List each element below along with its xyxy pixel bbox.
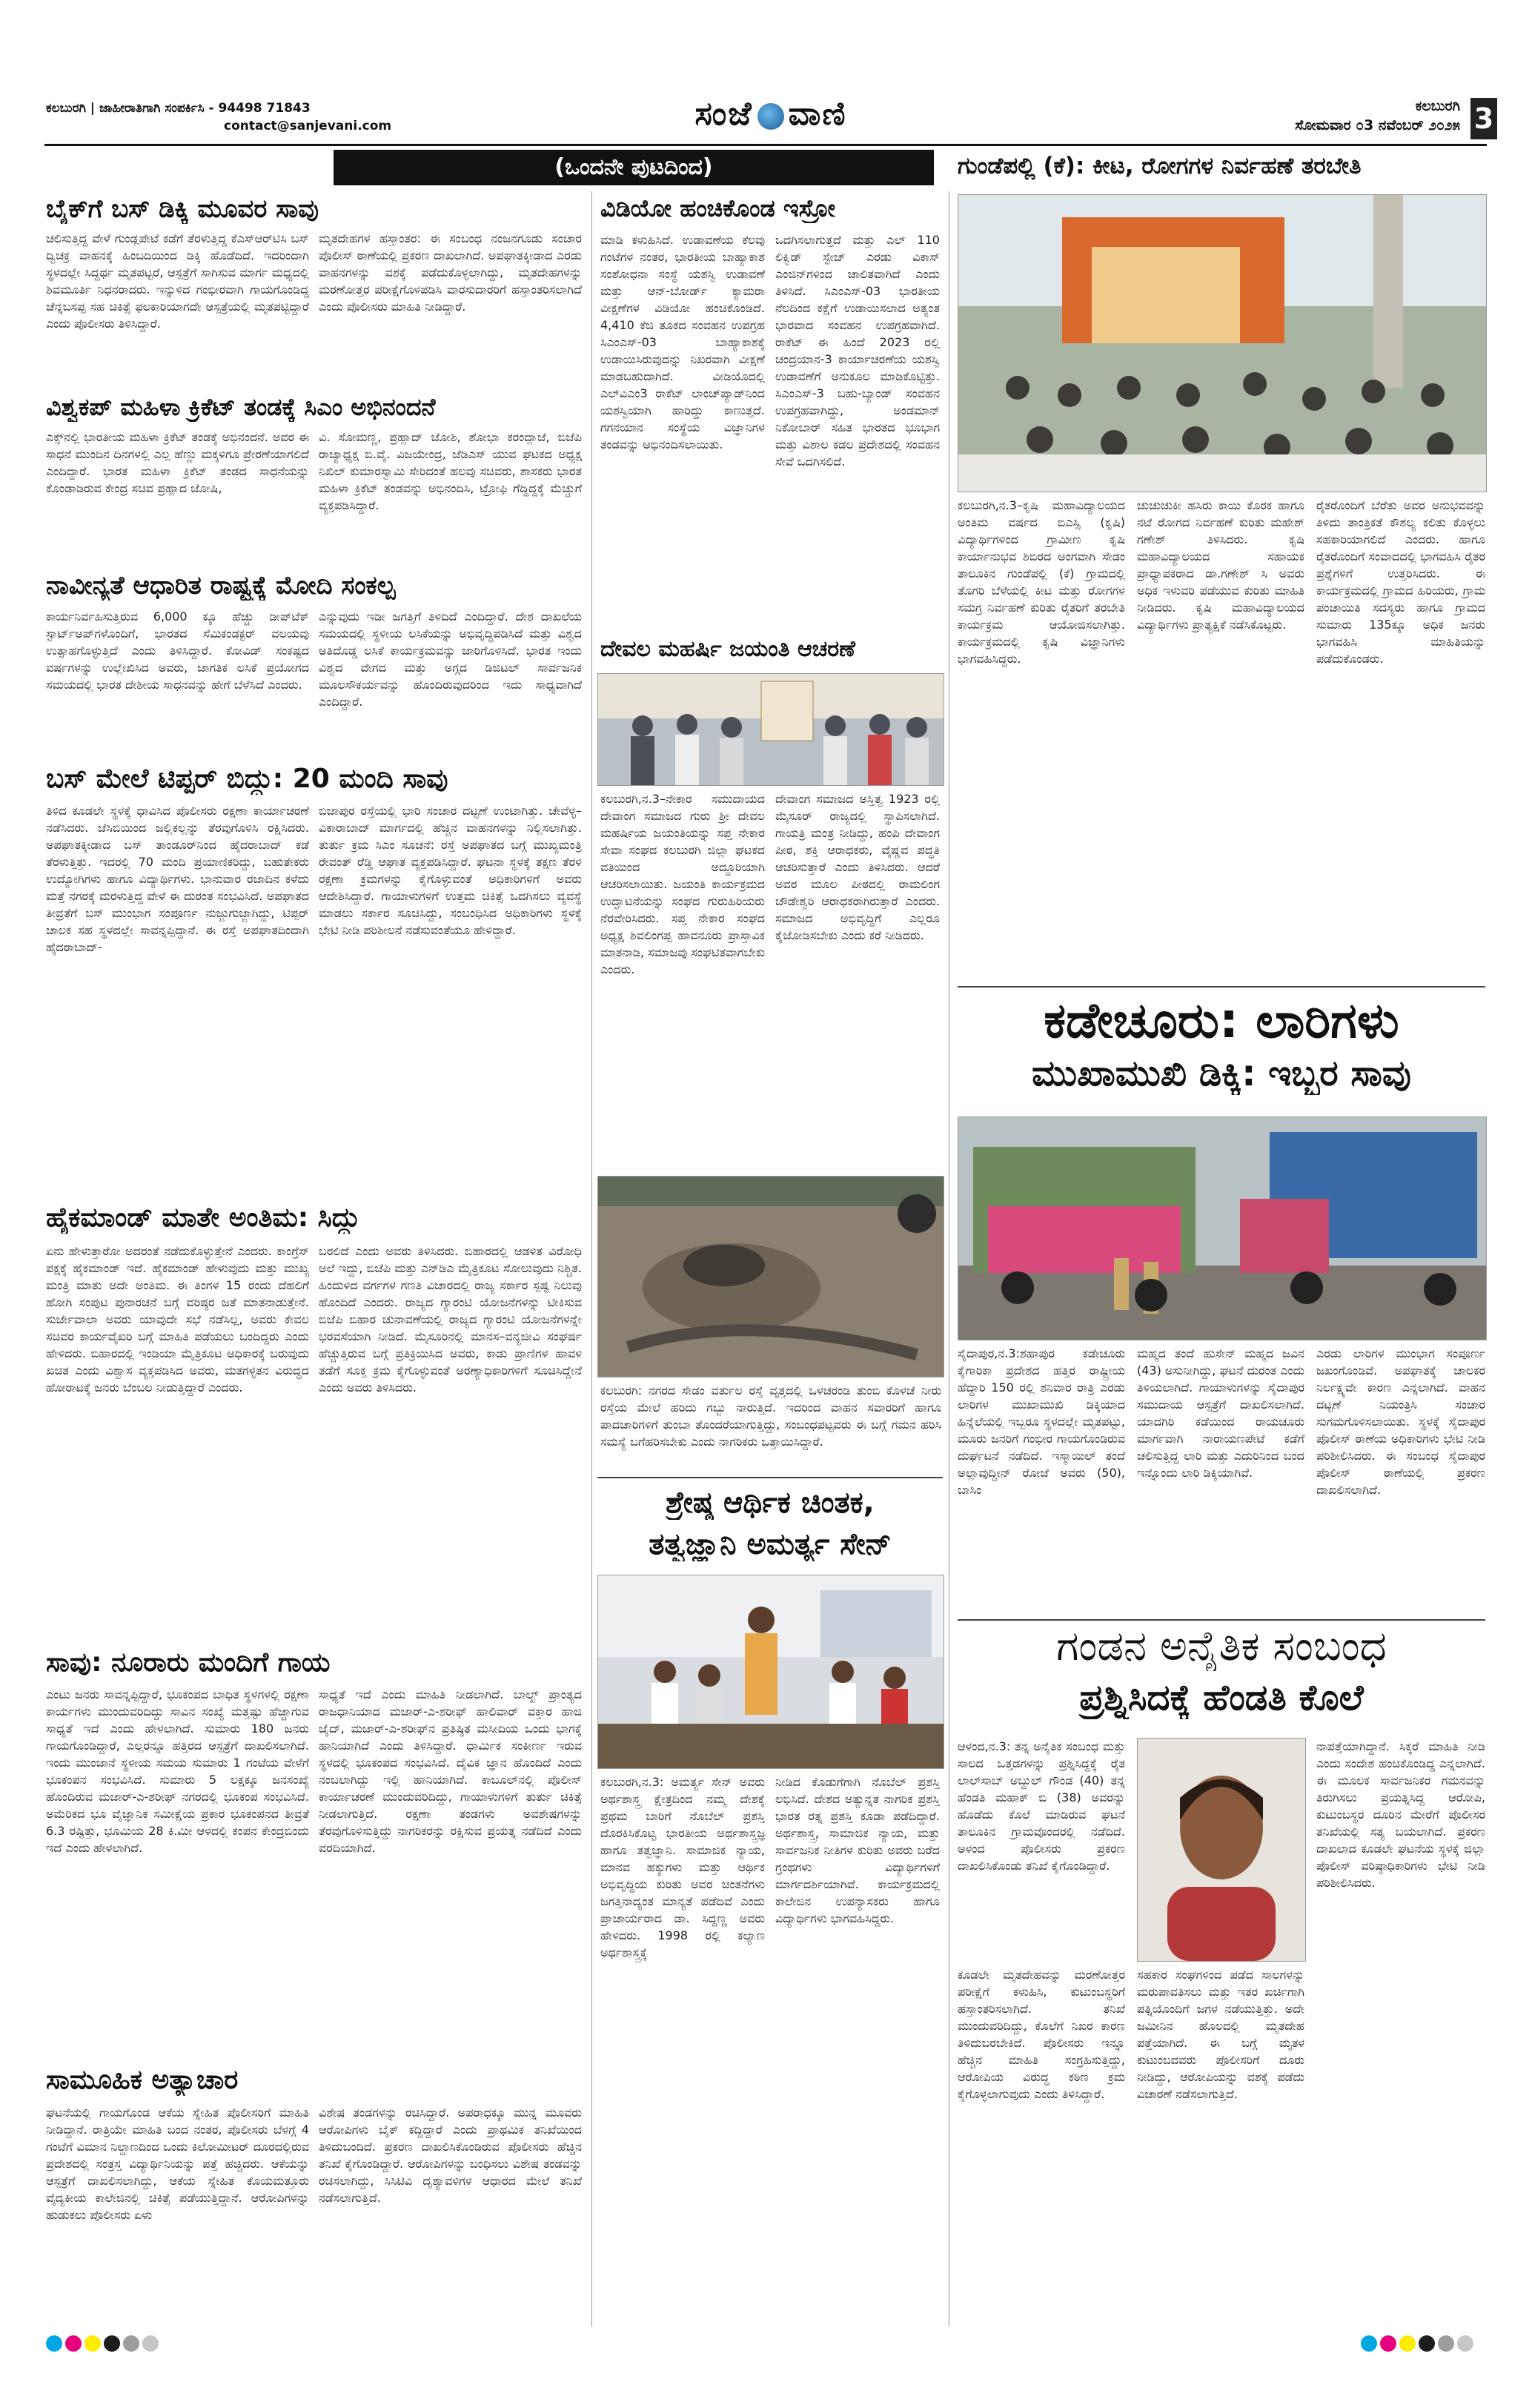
headline-gundepalli: ಗುಂಡೆಪಲ್ಲಿ (ಕೆ): ಕೀಟ, ರೋಗಗಳ ನಿರ್ವಹಣೆ ತರಬೇತಿ (958, 153, 1362, 179)
headline-worldcup: ವಿಶ್ವಕಪ್ ಮಹಿಳಾ ಕ್ರಿಕೆಟ್ ತಂಡಕ್ಕೆ ಸಿಎಂ ಅಭಿನಂದನೆ (46, 393, 436, 421)
amartya-photo (597, 1575, 944, 1769)
headline-bike: ಬೈಕ್‌ಗೆ ಬಸ್ ಡಿಕ್ಕಿ ಮೂವರ ಸಾವು (46, 194, 319, 224)
story-bus-col1: ತಿಳಿದ ಕೂಡಲೇ ಸ್ಥಳಕ್ಕೆ ಧಾವಿಸಿದ ಪೊಲೀಸರು ರಕ್ಷಣಾ ಕಾರ್ಯಾಚರಣೆ ನಡೆಸಿದರು. ಜೆಸಿಬಿಯಿಂದ ಜಲ್ಲಿಕಲ್ಲನ್ನು ತೆರವುಗೊಳಿಸಿ ರಕ್ಷಿಸಿದರು. ಅಪಘಾತಕ್ಕೀಡಾದ ಬಸ್ ತಾಂಡೂರ್‌ನಿಂದ ಹೈದರಾಬಾದ್ ಕಡೆ ತೆರಳುತ್ತಿತ್ತು. ಇದರಲ್ಲಿ 70 ಮಂದಿ ಪ್ರಯಾಣಿಕರಿದ್ದು, ಬಹುತೇಕರು ಉದ್ಯೋಗಿಗಳು ಹಾಗೂ ವಿದ್ಯಾರ್ಥಿಗಳು. ಭಾನುವಾರ ರಜಾದಿನ ಕಳೆದು ಮತ್ತೆ ನಗರಕ್ಕೆ ಮರಳುತ್ತಿದ್ದ ವೇಳೆ ಈ ದುರಂತ ಸಂಭವಿಸಿದೆ. ಅಪಘಾತದ ತೀವ್ರತೆಗೆ ಬಸ್ ಮುಂಭಾಗ ಸಂಪೂರ್ಣ ನುಜ್ಜುಗುಜ್ಜಾಗಿದ್ದು, ಟಿಪ್ಪರ್ ಚಾಲಕ ಸಹ ಸ್ಥಳದಲ್ಲೇ ಸಾವನ್ನಪ್ಪಿದ್ದಾನೆ. ಈ ರಸ್ತೆ ಅಪಘಾತದಿಂದಾಗಿ ಹೈದರಾಬಾದ್- (46, 804, 309, 954)
headline-amartya-1: ಶ್ರೇಷ್ಠ ಆರ್ಥಿಕ ಚಿಂತಕ, (666, 1486, 875, 1520)
headline-kadechur-2: ಮುಖಾಮುಖಿ ಡಿಕ್ಕಿ: ಇಬ್ಬರ ಸಾವು (1032, 1053, 1411, 1094)
story-gundepalli-col2: ಚುಚುಚುಕೀ ಹಸಿರು ಕಾಯಿ ಕೊರಕ ಹಾಗೂ ನಟೆ ರೋಗದ ನಿರ್ವಹಣೆ ಕುರಿತು ಮಹೇಶ್ ಗಣೇಶ್ ತಿಳಿಸಿದರು. ಕೃಷಿ ಮಹಾವಿದ್ಯಾಲಯದ ಸಹಾಯಕ ಪ್ರಾಧ್ಯಾಪಕರಾದ ಡಾ.ಗಣೇಶ್ ಸಿ ಅವರು ಅಧಿಕ ಇಳುವರಿ ಪಡೆಯುವ ಕುರಿತು ಮಾಹಿತಿ ನೀಡಿದರು. ಕೃಷಿ ಮಹಾವಿದ್ಯಾಲಯದ ವಿದ್ಯಾರ್ಥಿಗಳು ಪ್ರಾತ್ಯಕ್ಷಿಕೆ ನಡೆಸಿಕೊಟ್ಟರು. (1137, 498, 1304, 632)
magenta-swatch-right (1380, 2335, 1396, 2352)
lightgray-swatch-right (1457, 2335, 1473, 2352)
wife-photo (1137, 1738, 1306, 1962)
column-rule-1 (591, 191, 592, 2326)
color-registration-right (1361, 2335, 1494, 2355)
headline-maharshi: ದೇವಲ ಮಹರ್ಷಿ ಜಯಂತಿ ಆಚರಣೆ (600, 636, 855, 662)
event-photo-icon (598, 1575, 944, 1768)
gray-swatch-right (1438, 2335, 1454, 2352)
yellow-swatch (84, 2335, 101, 2352)
header-tagline: ಜಾಹೀರಾತಿಗಾಗಿ ಸಂಪರ್ಕಿಸಿ - 94498 71843 (99, 101, 311, 116)
story-high-col1: ಏನು ಹೇಳುತ್ತಾರೋ ಅದರಂತೆ ನಡೆದುಕೊಳ್ಳುತ್ತೇನೆ ಎಂದರು. ಕಾಂಗ್ರೆಸ್ ಪಕ್ಷಕ್ಕೆ ಹೈಕಮಾಂಡ್ ಇದೆ. ಹೈಕಮಾಂಡ್ ಹೇಳುವುದು ಮತ್ತು ಮುಖ್ಯ ಮಂತ್ರಿ ಮಾತು ಅದೇ ಅಂತಿಮ. ಈ ತಿಂಗಳ 15 ರಂದು ದೆಹಲಿಗೆ ಹೋಗಿ ಸಂಪುಟ ಪುನಾರಚನೆ ಬಗ್ಗೆ ವರಿಷ್ಠರ ಜತೆ ಮಾತನಾಡುತ್ತೇನೆ. ಸುರ್ಜೇವಾಲಾ ಅವರು ಯಾವುದೇ ಸಭೆ ನಡೆಸಿಲ್ಲ, ಅವರು ಕೇವಲ ಸಚಿವರ ಕಾರ್ಯವೈಖರಿ ಬಗ್ಗೆ ಮಾಹಿತಿ ಪಡೆಯಲು ಬಂದಿದ್ದರು ಎಂದು ಹೇಳಿದರು. ಬಿಹಾರದಲ್ಲಿ ಇಂಡಿಯಾ ಮೈತ್ರಿಕೂಟ ಅಧಿಕಾರಕ್ಕೆ ಬರುವುದು ಖಚಿತ ಎಂದು ವಿಶ್ವಾಸ ವ್ಯಕ್ತಪಡಿಸಿದ ಅವರು, ಮತಗಳ್ಳತನ ವಿರುದ್ಧದ ಹೋರಾಟಕ್ಕೆ ಜನರು ಬೆಂಬಲ ನೀಡುತ್ತಿದ್ದಾರೆ ಎಂದರು. (46, 1244, 309, 1395)
header-place-left: ಕಲಬುರಗಿ (46, 101, 86, 116)
masthead-logo (660, 95, 882, 139)
color-registration-left (46, 2335, 194, 2355)
headline-bus: ಬಸ್ ಮೇಲೆ ಟಿಪ್ಪರ್ ಬಿದ್ದು: 20 ಮಂದಿ ಸಾವು (46, 764, 448, 794)
story-deaths-col1: ಎಂಟು ಜನರು ಸಾವನ್ನಪ್ಪಿದ್ದಾರೆ, ಭೂಕಂಪದ ಬಾಧಿತ ಸ್ಥಳಗಳಲ್ಲಿ ರಕ್ಷಣಾ ಕಾರ್ಯಗಳು ಮುಂದುವರಿದಿದ್ದು ಸಾವಿನ ಸಂಖ್ಯೆ ಮತ್ತಷ್ಟು ಹೆಚ್ಚಾಗುವ ಸಾಧ್ಯತೆ ಇದೆ ಎಂದು ಹೇಳಲಾಗಿದೆ. ಸುಮಾರು 180 ಜನರು ಗಾಯಗೊಂಡಿದ್ದಾರೆ, ಎಲ್ಲರನ್ನೂ ಹತ್ತಿರದ ಆಸ್ಪತ್ರೆಗೆ ದಾಖಲಿಸಲಾಗಿದೆ. ಇಂದು ಮುಂಜಾನೆ ಸ್ಥಳೀಯ ಸಮಯ ಸುಮಾರು 1 ಗಂಟೆಯ ವೇಳೆಗೆ ಭೂಕಂಪನ ಸಂಭವಿಸಿದೆ. ಸುಮಾರು 5 ಲಕ್ಷಕ್ಕೂ ಜನಸಂಖ್ಯೆ ಹೊಂದಿರುವ ಮಜಾರ್-ಎ-ಶರೀಫ್ ನಗರದಲ್ಲಿ ಭೂಕಂಪ ಸಂಭವಿಸಿದೆ. ಅಮೆರಿಕದ ಭೂ ವೈಜ್ಞಾನಿಕ ಸಮೀಕ್ಷೆಯ ಪ್ರಕಾರ ಭೂಕಂಪನದ ತೀವ್ರತೆ 6.3 ರಷ್ಟಿತ್ತು, ಭೂಮಿಯ 28 ಕಿ.ಮೀ ಆಳದಲ್ಲಿ ಕಂಪನ ಕೇಂದ್ರಬಿಂದು ಇದೆ ಎಂದು ಹೇಳಲಾಗಿದೆ. (46, 1687, 309, 1855)
headline-isro: ವಿಡಿಯೋ ಹಂಚಿಕೊಂಡ ಇಸ್ರೋ (600, 194, 836, 222)
story-wife-col2: ನಾಪತ್ತೆಯಾಗಿದ್ದಾನೆ. ಸಿಕ್ಕರೆ ಮಾಹಿತಿ ನೀಡಿ ಎಂದು ಸಂದೇಶ ಹಂಚಿಕೊಂಡಿದ್ದ ಎನ್ನಲಾಗಿದೆ. ಈ ಮೂಲಕ ಸಾರ್ವಜನಿಕರ ಗಮನವನ್ನು ತಿರುಗಿಸಲು ಪ್ರಯತ್ನಿಸಿದ್ದ ಆರೋಪಿ, ಕುಟುಂಬಸ್ಥರ ದೂರಿನ ಮೇರೆಗೆ ಪೊಲೀಸರ ತನಿಖೆಯಲ್ಲಿ ಸತ್ಯ ಬಯಲಾಗಿದೆ. ಪ್ರಕರಣ ದಾಖಲಾದ ಕೂಡಲೇ ಘಟನೆಯ ಸ್ಥಳಕ್ಕೆ ಜಿಲ್ಲಾ ಪೊಲೀಸ್ ವರಿಷ್ಠಾಧಿಕಾರಿಗಳು ಭೇಟಿ ನೀಡಿ ಪರಿಶೀಲಿಸಿದರು. (1316, 1739, 1485, 1890)
black-swatch-right (1419, 2335, 1435, 2352)
masthead-title-a: ಸಂಜೆ (694, 95, 753, 133)
kadechur-photo (958, 1117, 1487, 1340)
story-kadechur-col2: ಮಹ್ಮದ ತಂದೆ ಹುಸೇನ್ ಮಹ್ಮದ ಜವಿನ (43) ಅಸುನೀಗಿದ್ದು, ಘಟನೆ ದುರಂತ ಎಂದು ತಿಳಿಯಲಾಗಿದೆ. ಗಾಯಾಳುಗಳನ್ನು ಸೈದಾಪುರ ಸಮುದಾಯ ಆಸ್ಪತ್ರೆಗೆ ದಾಖಲಿಸಲಾಗಿದೆ. ಯಾದಗಿರಿ ಕಡೆಯಿಂದ ರಾಯಚೂರು ಮಾರ್ಗವಾಗಿ ನಾರಾಯಣಪೇಟೆ ಕಡೆಗೆ ಚಲಿಸುತ್ತಿದ್ದ ಲಾರಿ ಮತ್ತು ಎದುರಿನಿಂದ ಬಂದ ಇನ್ನೊಂದು ಲಾರಿ ಡಿಕ್ಕಿಯಾಗಿವೆ. (1137, 1346, 1304, 1480)
page-number: 3 (1470, 98, 1497, 139)
lightgray-swatch (142, 2335, 159, 2352)
maharshi-photo (597, 673, 944, 786)
story-modi-col1: ಕಾರ್ಯನಿರ್ವಹಿಸುತ್ತಿರುವ 6,000 ಕ್ಕೂ ಹೆಚ್ಚು ಡೀಪ್‌ಟೆಕ್ ಸ್ಟಾರ್ಟ್‌ಅಪ್‌ಗಳೊಂದಿಗೆ, ಭಾರತದ ಸೆಮಿಕಂಡಕ್ಟರ್ ವಲಯವು ಉತ್ಸಾಹಗೊಳ್ಳುತ್ತಿದೆ ಎಂದು ತಿಳಿಸಿದ್ದಾರೆ. ಕೋವಿಡ್ ಸಂಕಷ್ಟದ ವರ್ಷಗಳನ್ನು ಉಲ್ಲೇಖಿಸಿದ ಅವರು, ಜಾಗತಿಕ ಲಸಿಕೆ ಪ್ರಯೋಗದ ಸಮಯದಲ್ಲಿ ಭಾರತ ದೇಶೀಯ ಸಾಧನವನ್ನು ಹೇಗೆ ಬೆಳೆಸಿದೆ ಎಂದರು. (46, 609, 309, 692)
masthead-title-b: ವಾಣಿ (788, 95, 847, 133)
story-isro-col1: ಮಾಡಿ ಕಳುಹಿಸಿದೆ. ಉಡಾವಣೆಯ ಕೆಲವು ಗಂಟೆಗಳ ನಂತರ, ಭಾರತೀಯ ಬಾಹ್ಯಾಕಾಶ ಸಂಶೋಧನಾ ಸಂಸ್ಥೆ ಯಶಸ್ವಿ ಉಡಾವಣೆ ಮತ್ತು ಆನ್-ಬೋರ್ಡ್ ಕ್ಯಾಮರಾ ವೀಕ್ಷಣೆಗಳ ವಿಡಿಯೋ ಹಂಚಿಕೊಂಡಿದೆ. 4,410 ಕೆಜಿ ತೂಕದ ಸಂವಹನ ಉಪಗ್ರಹ ಸಿಎಂಎಸ್-03 ಬಾಹ್ಯಾಕಾಶಕ್ಕೆ ಉಡಾಯಿಸಿರುವುದನ್ನು ನಿಖರವಾಗಿ ವೀಕ್ಷಣೆ ಮಾಡಬಹುದಾಗಿದೆ. ವೀಡಿಯೊದಲ್ಲಿ ಎಲ್‌ವಿಎಂ3 ರಾಕೆಟ್ ಲಾಂಚ್‌ಪ್ಯಾಡ್‌ನಿಂದ ಯಶಸ್ವಿಯಾಗಿ ಹಾರಿದ್ದು ಕಾಣುತ್ತದೆ. ಗಗನಯಾನ ಸಂಸ್ಥೆಯ ವಿಜ್ಞಾನಿಗಳ ತಂಡವನ್ನು ಅಭಿನಂದಿಸಲಾಯಿತು. (600, 233, 765, 452)
story-bike-col2: ಮೃತದೇಹಗಳ ಹಸ್ತಾಂತರ: ಈ ಸಂಬಂಧ ನಂಜನಗೂಡು ಸಂಚಾರ ಪೊಲೀಸ್ ಠಾಣೆಯಲ್ಲಿ ಪ್ರಕರಣ ದಾಖಲಾಗಿದೆ. ಅಪಘಾತಕ್ಕೀಡಾದ ಎರಡು ವಾಹನಗಳನ್ನು ವಶಕ್ಕೆ ಪಡೆದುಕೊಳ್ಳಲಾಗಿದ್ದು, ಮೃತದೇಹಗಳನ್ನು ಮರಣೋತ್ತರ ಪರೀಕ್ಷೆಗೊಳಪಡಿಸಿ ವಾರಸುದಾರರಿಗೆ ಹಸ್ತಾಂತರಿಸಲಾಗಿದೆ ಎಂದು ಪೊಲೀಸರು ಮಾಹಿತಿ ನೀಡಿದ್ದಾರೆ. (319, 231, 582, 314)
story-gundepalli-col1: ಕಲಬುರಗಿ,ನ.3–ಕೃಷಿ ಮಹಾವಿದ್ಯಾಲಯದ ಅಂತಿಮ ವರ್ಷದ ಬಿಎಸ್ಸಿ (ಕೃಷಿ) ವಿದ್ಯಾರ್ಥಿಗಳಿಂದ ಗ್ರಾಮೀಣ ಕೃಷಿ ಕಾರ್ಯಾನುಭವ ಶಿಬಿರದ ಅಂಗವಾಗಿ ಸೇಡಂ ತಾಲೂಕಿನ ಗುಂಡೆಪಲ್ಲಿ (ಕೆ) ಗ್ರಾಮದಲ್ಲಿ ತೊಗರಿ ಬೆಳೆಯಲ್ಲಿ ಕೀಟ ಮತ್ತು ರೋಗಗಳ ಸಮಗ್ರ ನಿರ್ವಹಣೆ ಕುರಿತು ರೈತರಿಗೆ ತರಬೇತಿ ಕಾರ್ಯಕ್ರಮ ಆಯೋಜಿಸಲಾಗಿತ್ತು. ಕಾರ್ಯಕ್ರಮದಲ್ಲಿ ಕೃಷಿ ವಿಜ್ಞಾನಿಗಳು ಭಾಗವಹಿಸಿದ್ದರು. (958, 498, 1125, 666)
section-rule-kadechur (958, 986, 1485, 988)
story-kadechur-col1: ಸೈದಾಪುರ,ನ.3:ಶಹಾಪುರ ಕಡೇಚೂರು ಕೈಗಾರಿಕಾ ಪ್ರದೇಶದ ಹತ್ತಿರ ರಾಷ್ಟ್ರೀಯ ಹೆದ್ದಾರಿ 150 ರಲ್ಲಿ ಶನಿವಾರ ರಾತ್ರಿ ಎರಡು ಲಾರಿಗಳ ಮುಖಾಮುಖಿ ಡಿಕ್ಕಿಯಾದ ಹಿನ್ನೆಲೆಯಲ್ಲಿ ಇಬ್ಬರೂ ಸ್ಥಳದಲ್ಲೇ ಮೃತಪಟ್ಟು, ಮೂರು ಜನರಿಗೆ ಗಂಭೀರ ಗಾಯಗೊಂಡಿರುವ ದುರ್ಘಟನೆ ನಡೆದಿದೆ. ಇಸ್ಮಾಯಿಲ್ ತಂದೆ ಅಲ್ಲಾವುದ್ದೀನ್ ರೋಜೆ ಅವರು (50), ಬಾಸಿಂ (958, 1346, 1125, 1497)
story-wife-col1: ಆಳಂದ,ನ.3: ತನ್ನ ಅನೈತಿಕ ಸಂಬಂಧ ಮತ್ತು ಸಾಲದ ಒತ್ತಡಗಳನ್ನು ಪ್ರಶ್ನಿಸಿದ್ದಕ್ಕೆ ರೈತ ಲಾಲ್‌ಸಾಬ್ ಅಬ್ದುಲ್ ಗೌಂಡ (40) ತನ್ನ ಹೆಂಡತಿ ಮಹಾಕ್ ಬಿ (38) ಅವರನ್ನು ಹೊಡೆದು ಕೊಲೆ ಮಾಡಿರುವ ಘಟನೆ ತಾಲೂಕಿನ ಗ್ರಾಮವೊಂದರಲ್ಲಿ ನಡೆದಿದೆ. ಅಳಂದ ಪೊಲೀಸರು ಪ್ರಕರಣ ದಾಖಲಿಸಿಕೊಂಡು ತನಿಖೆ ಕೈಗೊಂಡಿದ್ದಾರೆ. (958, 1739, 1125, 1873)
headline-modi: ನಾವೀನ್ಯತೆ ಆಧಾರಿತ ರಾಷ್ಟ್ರಕ್ಕೆ ಮೋದಿ ಸಂಕಲ್ಪ (46, 571, 396, 601)
drain-photo (597, 1176, 944, 1377)
globe-icon (757, 103, 784, 130)
magenta-swatch (65, 2335, 82, 2352)
headline-wife-1: ಗಂಡನ ಅನೈತಿಕ ಸಂಬಂಧ (1056, 1622, 1387, 1670)
header-place-right: ಕಲಬುರಗಿ (1415, 98, 1460, 114)
gundepalli-photo (958, 194, 1487, 492)
header-left (46, 99, 391, 135)
header-divider: | (90, 101, 99, 116)
yellow-swatch-right (1399, 2335, 1416, 2352)
sewage-road-photo-icon (598, 1177, 944, 1377)
section-rule-wife (958, 1619, 1485, 1621)
story-amartya-col1: ಕಲಬುರಗಿ,ನ.3: ಅಮರ್ತ್ಯ ಸೇನ್ ಅವರು ಅರ್ಥಶಾಸ್ತ್ರ ಕ್ಷೇತ್ರದಿಂದ ನಮ್ಮ ದೇಶಕ್ಕೆ ಪ್ರಥಮ ಬಾರಿಗೆ ನೊಬೆಲ್ ಪ್ರಶಸ್ತಿ ದೊರಕಿಸಿಕೊಟ್ಟ ಭಾರತೀಯ ಅರ್ಥಶಾಸ್ತ್ರಜ್ಞ ಹಾಗೂ ತತ್ವಜ್ಞಾನಿ. ಸಾಮಾಜಿಕ ನ್ಯಾಯ, ಮಾನವ ಹಕ್ಕುಗಳು ಮತ್ತು ಆರ್ಥಿಕ ಅಭಿವೃದ್ಧಿಯ ಕುರಿತು ಅವರ ಚಿಂತನೆಗಳು ಜಗತ್ತಿನಾದ್ಯಂತ ಮಾನ್ಯತೆ ಪಡೆದಿವೆ ಎಂದು ಪ್ರಾಚಾರ್ಯರಾದ ಡಾ. ಸಿದ್ದಣ್ಣ ಅವರು ಹೇಳಿದರು. 1998 ರಲ್ಲಿ ಕಲ್ಯಾಣ ಅರ್ಥಶಾಸ್ತ್ರಕ್ಕೆ (600, 1775, 765, 1959)
story-kadechur-col3: ಎರಡು ಲಾರಿಗಳ ಮುಂಭಾಗ ಸಂಪೂರ್ಣ ಜಖಂಗೊಂಡಿವೆ. ಅಪಘಾತಕ್ಕೆ ಚಾಲಕರ ನಿರ್ಲಕ್ಷ್ಯವೇ ಕಾರಣ ಎನ್ನಲಾಗಿದೆ. ವಾಹನ ದಟ್ಟಣೆ ನಿಯಂತ್ರಿಸಿ ಸಂಚಾರ ಸುಗಮಗೊಳಿಸಲಾಯಿತು. ಸ್ಥಳಕ್ಕೆ ಸೈದಾಪುರ ಪೊಲೀಸ್ ಠಾಣೆಯ ಅಧಿಕಾರಿಗಳು ಭೇಟಿ ನೀಡಿ ಪರಿಶೀಲಿಸಿದರು. ಈ ಸಂಬಂಧ ಸೈದಾಪುರ ಪೊಲೀಸ್ ಠಾಣೆಯಲ್ಲಿ ಪ್ರಕರಣ ದಾಖಲಿಸಲಾಗಿದೆ. (1316, 1346, 1485, 1497)
training-gathering-photo-icon (958, 195, 1486, 492)
black-swatch (104, 2335, 120, 2352)
headline-atrocity: ಸಾಮೂಹಿಕ ಅತ್ಯಾಚಾರ (46, 2065, 239, 2095)
header-right (1201, 96, 1460, 135)
story-worldcup-col1: ಎಕ್ಸ್‌ನಲ್ಲಿ ಭಾರತೀಯ ಮಹಿಳಾ ಕ್ರಿಕೆಟ್ ತಂಡಕ್ಕೆ ಅಭಿನಂದನೆ. ಅವರ ಈ ಸಾಧನೆ ಮುಂದಿನ ದಿನಗಳಲ್ಲಿ ಎಲ್ಲ ಹೆಣ್ಣು ಮಕ್ಕಳಿಗೂ ಪ್ರೇರಣೆಯಾಗಲಿದೆ ಎಂದಿದ್ದಾರೆ. ಭಾರತ ಮಹಿಳಾ ಕ್ರಿಕೆಟ್ ತಂಡದ ಸಾಧನೆಯನ್ನು ಕೊಂಡಾಡಿರುವ ಕೇಂದ್ರ ಸಚಿವ ಪ್ರಹ್ಲಾದ ಜೋಷಿ, (46, 430, 309, 495)
story-maharshi-col1: ಕಲಬುರಗಿ,ನ.3–ನೇಕಾರ ಸಮುದಾಯದ ದೇವಾಂಗ ಸಮಾಜದ ಗುರು ಶ್ರೀ ದೇವಲ ಮಹರ್ಷಿಯ ಜಯಂತಿಯನ್ನು ಸಪ್ತ ನೇಕಾರ ಸೇವಾ ಸಂಘದ ಕಲಬುರಗಿ ಜಿಲ್ಲಾ ಘಟಕದ ವತಿಯಿಂದ ಅದ್ದೂರಿಯಾಗಿ ಆಚರಿಸಲಾಯಿತು. ಜಯಂತಿ ಕಾರ್ಯಕ್ರಮದ ಉದ್ಘಾಟನೆಯನ್ನು ಸಂಘದ ಗುರುಹಿರಿಯರು ನೆರವೇರಿಸಿದರು. ಸಪ್ತ ನೇಕಾರ ಸಂಘದ ಅಧ್ಯಕ್ಷ ಶಿವಲಿಂಗಪ್ಪ ಹಾವನೂರು ಪ್ರಾಸ್ತಾವಿಕ ಮಾತನಾಡಿ, ಸಮಾಜವು ಸಂಘಟಿತವಾಗಬೇಕು ಎಂದರು. (600, 792, 765, 976)
story-deaths-col2: ಸಾಧ್ಯತೆ ಇದೆ ಎಂದು ಮಾಹಿತಿ ನೀಡಲಾಗಿದೆ. ಬಾಲ್ಖ್ ಪ್ರಾಂತ್ಯದ ರಾಜಧಾನಿಯಾದ ಮಜಾರ್-ಎ-ಶರೀಫ್ ಹಾಲಿವಾರ್ ವಕ್ತಾರ ಹಾಜಿ ಜೈದ್, ಮಜಾರ್-ಎ-ಶರೀಫ್‌ನ ಪ್ರತಿಷ್ಠಿತ ಮಸೀದಿಯ ಒಂದು ಭಾಗಕ್ಕೆ ಹಾನಿಯಾಗಿದೆ ಎಂದು ತಿಳಿಸಿದ್ದಾರೆ. ಧಾರ್ಮಿಕ ಸಂಕೀರ್ಣ ಇರುವ ಸ್ಥಳದಲ್ಲಿ ಭೂಕಂಪದ ಸಂಭವಿಸಿದೆ. ದೈವಿಕ ಜ್ಞಾನ ಹೊಂದಿದೆ ಎಂದು ನಂಬಲಾಗಿದ್ದು ಇಲ್ಲಿ ಹಾನಿಯಾಗಿದೆ. ಕಾಬೂಲ್‌ನಲ್ಲಿ ಪೊಲೀಸ್ ಕಾರ್ಯಾಚರಣೆ ಮುಂದುವರಿದಿದ್ದು, ಗಾಯಾಳುಗಳಿಗೆ ತುರ್ತು ಚಿಕಿತ್ಸೆ ನೀಡಲಾಗುತ್ತಿದೆ. ರಕ್ಷಣಾ ತಂಡಗಳು ಅವಶೇಷಗಳನ್ನು ತೆರವುಗೊಳಿಸುತ್ತಿದ್ದು ನಾಗರಿಕರನ್ನು ರಕ್ಷಿಸುವ ಪ್ರಯತ್ನ ನಡೆದಿದೆ ಎಂದು ವರದಿಯಾಗಿದೆ. (319, 1687, 582, 1855)
lorry-collision-photo-icon (958, 1117, 1486, 1340)
section-rule-amartya (597, 1477, 943, 1478)
gray-swatch (123, 2335, 139, 2352)
story-bus-col2: ಬಿಜಾಪುರ ರಸ್ತೆಯಲ್ಲಿ ಭಾರಿ ಸಂಚಾರ ದಟ್ಟಣೆ ಉಂಟಾಗಿತ್ತು. ಚೇವೆಳ್ಳ–ವಿಕಾರಾಬಾದ್ ಮಾರ್ಗದಲ್ಲಿ ಹೆಚ್ಚಿನ ವಾಹನಗಳನ್ನು ನಿಲ್ಲಿಸಲಾಗಿತ್ತು. ತುರ್ತು ಕ್ರಮ ಸಿಎಂ ಸೂಚನೆ: ರಸ್ತೆ ಅಪಘಾತದ ಬಗ್ಗೆ ಮುಖ್ಯಮಂತ್ರಿ ರೇವಂತ್ ರೆಡ್ಡಿ ಆಘಾತ ವ್ಯಕ್ತಪಡಿಸಿದ್ದಾರೆ. ಘಟನಾ ಸ್ಥಳಕ್ಕೆ ತಕ್ಷಣ ತೆರಳಿ ರಕ್ಷಣಾ ಕ್ರಮಗಳನ್ನು ಕೈಗೊಳ್ಳುವಂತೆ ಅಧಿಕಾರಿಗಳಿಗೆ ಅವರು ಆದೇಶಿಸಿದ್ದಾರೆ. ಗಾಯಾಳುಗಳಿಗೆ ಉತ್ತಮ ಚಿಕಿತ್ಸೆ ಒದಗಿಸಲು ವ್ಯವಸ್ಥೆ ಮಾಡಲು ಸರ್ಕಾರ ಸೂಚಿಸಿದ್ದು, ಸಂಬಂಧಿಸಿದ ಅಧಿಕಾರಿಗಳು ಸ್ಥಳಕ್ಕೆ ಭೇಟಿ ನೀಡಿ ಪರಿಶೀಲನೆ ನಡೆಸುವಂತೆಯೂ ಹೇಳಿದ್ದಾರೆ. (319, 804, 582, 937)
drain-caption: ಕಲಬುರಗಿ: ನಗರದ ಸೇಡಂ ವರ್ತುಲ ರಸ್ತೆ ವೃತ್ತದಲ್ಲಿ ಒಳಚರಂಡಿ ತುಂಬಿ ಕೊಳಚೆ ನೀರು ರಸ್ತೆಯ ಮೇಲೆ ಹರಿದು ಗಬ್ಬು ನಾರುತ್ತಿದೆ. ಇದರಿಂದ ವಾಹನ ಸವಾರರಿಗೆ ಹಾಗೂ ಪಾದಚಾರಿಗಳಿಗೆ ತುಂಬಾ ತೊಂದರೆಯಾಗುತ್ತಿದ್ದು, ಸಂಬಂಧಪಟ್ಟವರು ಈ ಬಗ್ಗೆ ಗಮನ ಹರಿಸಿ ಸಮಸ್ಯೆ ಬಗೆಹರಿಸಬೇಕು ಎಂದು ನಾಗರಿಕರು ಒತ್ತಾಯಿಸಿದ್ದಾರೆ. (600, 1383, 941, 1449)
header-rule (44, 144, 1487, 146)
header-email: contact@sanjevani.com (224, 119, 392, 133)
group-photo-icon (598, 674, 944, 785)
headline-wife-2: ಪ್ರಶ್ನಿಸಿದಕ್ಕೆ ಹೆಂಡತಿ ಕೊಲೆ (1079, 1677, 1364, 1719)
headline-amartya-2: ತತ್ವಜ್ಞಾನಿ ಅಮರ್ತ್ಯ ಸೇನ್ (649, 1527, 892, 1561)
headline-kadechur-1: ಕಡೇಚೂರು: ಲಾರಿಗಳು (1044, 992, 1399, 1049)
story-bike-col1: ಚಲಿಸುತ್ತಿದ್ದ ವೇಳೆ ಗುಂಡ್ಲಪೇಟೆ ಕಡೆಗೆ ತೆರಳುತ್ತಿದ್ದ ಕೆಎಸ್‌ಆರ್‌ಟಿಸಿ ಬಸ್ ದ್ವಿಚಕ್ರ ವಾಹನಕ್ಕೆ ಹಿಂಬದಿಯಿಂದ ಡಿಕ್ಕಿ ಹೊಡೆದಿದೆ. ಇದರಿಂದಾಗಿ ಸ್ಥಳದಲ್ಲೇ ಸಿದ್ದರ್ಥ ಮೃತಪಟ್ಟರೆ, ಆಸ್ಪತ್ರೆಗೆ ಸಾಗಿಸುವ ಮಾರ್ಗ ಮಧ್ಯದಲ್ಲಿ ಶಿವಮೂರ್ತಿ ನಿಧನರಾದರು. ಇನ್ನುಳಿದ ಗಂಭೀರವಾಗಿ ಗಾಯಗೊಂಡಿದ್ದ ಚೆನ್ನಬಸಪ್ಪ ಸಹ ಚಿಕಿತ್ಸೆ ಫಲಕಾರಿಯಾಗದೇ ಆಸ್ಪತ್ರೆಯಲ್ಲಿ ಮೃತಪಟ್ಟಿದ್ದಾರೆ ಎಂದು ಪೊಲೀಸರು ತಿಳಿಸಿದ್ದಾರೆ. (46, 231, 309, 331)
story-gundepalli-col3: ರೈತರೊಂದಿಗೆ ಬೆರೆತು ಅವರ ಅನುಭವವನ್ನು ತಿಳಿದು ತಾಂತ್ರಿಕತೆ ಕೌಶಲ್ಯ ಕಲಿತು ಕೊಳ್ಳಲು ಸಹಕಾರಿಯಾಗಲಿದೆ ಎಂದರು. ಹಾಗೂ ರೈತರೊಂದಿಗೆ ಸಂವಾದದಲ್ಲಿ ಭಾಗವಹಿಸಿ ರೈತರ ಪ್ರಶ್ನೆಗಳಿಗೆ ಉತ್ತರಿಸಿದರು. ಈ ಕಾರ್ಯಕ್ರಮದಲ್ಲಿ ಗ್ರಾಮದ ಹಿರಿಯರು, ಗ್ರಾಮ ಪಂಚಾಯಿತಿ ಸದಸ್ಯರು ಹಾಗೂ ಗ್ರಾಮದ ಸುಮಾರು 135ಕ್ಕೂ ಅಧಿಕ ಜನರು ಭಾಗವಹಿಸಿ ಮಾಹಿತಿಯನ್ನು ಪಡೆದುಕೊಂಡರು. (1316, 498, 1485, 666)
story-wife-col4: ಕೂಡಲೇ ಮೃತದೇಹವನ್ನು ಮರಣೋತ್ತರ ಪರೀಕ್ಷೆಗೆ ಕಳುಹಿಸಿ, ಕುಟುಂಬಸ್ಥರಿಗೆ ಹಸ್ತಾಂತರಿಸಲಾಗಿದೆ. ತನಿಖೆ ಮುಂದುವರಿದಿದ್ದು, ಕೊಲೆಗೆ ನಿಖರ ಕಾರಣ ತಿಳಿದುಬರಬೇಕಿದೆ. ಪೊಲೀಸರು ಇನ್ನೂ ಹೆಚ್ಚಿನ ಮಾಹಿತಿ ಸಂಗ್ರಹಿಸುತ್ತಿದ್ದು, ಆರೋಪಿಯ ವಿರುದ್ಧ ಕಠಿಣ ಕ್ರಮ ಕೈಗೊಳ್ಳಲಾಗುವುದು ಎಂದು ತಿಳಿಸಿದ್ದಾರೆ. (958, 1968, 1125, 2101)
story-atrocity-col1: ಘಟನೆಯಲ್ಲಿ ಗಾಯಗೊಂಡ ಆಕೆಯ ಸ್ನೇಹಿತ ಪೊಲೀಸರಿಗೆ ಮಾಹಿತಿ ನೀಡಿದ್ದಾನೆ. ರಾತ್ರಿಯೇ ಮಾಹಿತಿ ಬಂದ ನಂತರ, ಪೊಲೀಸರು ಬೆಳಗ್ಗೆ 4 ಗಂಟೆಗೆ ವಿಮಾನ ನಿಲ್ದಾಣದಿಂದ ಒಂದು ಕಿಲೋಮೀಟರ್ ದೂರದಲ್ಲಿರುವ ಪ್ರದೇಶದಲ್ಲಿ ಸಂತ್ರಸ್ತ ವಿದ್ಯಾರ್ಥಿನಿಯನ್ನು ಪತ್ತೆ ಹಚ್ಚಿದರು. ಆಕೆಯನ್ನು ಆಸ್ಪತ್ರೆಗೆ ದಾಖಲಿಸಲಾಗಿದ್ದು, ಆಕೆಯ ಸ್ನೇಹಿತ ಕೊಯಮತ್ತೂರು ವೈದ್ಯಕೀಯ ಕಾಲೇಜಿನಲ್ಲಿ ಚಿಕಿತ್ಸೆ ಪಡೆಯುತ್ತಿದ್ದಾನೆ. ಆರೋಪಿಗಳನ್ನು ಹುಡುಕಲು ಪೊಲೀಸರು ಏಳು (46, 2106, 309, 2222)
portrait-photo-icon (1138, 1739, 1305, 1961)
cyan-swatch-right (1361, 2335, 1377, 2352)
headline-deaths: ಸಾವು: ನೂರಾರು ಮಂದಿಗೆ ಗಾಯ (46, 1647, 331, 1678)
story-high-col2: ಬರಲಿದೆ ಎಂದು ಅವರು ತಿಳಿಸಿದರು. ಬಿಹಾರದಲ್ಲಿ ಆಡಳಿತ ವಿರೋಧಿ ಅಲೆ ಇದ್ದು, ಬಿಜೆಪಿ ಮತ್ತು ಎನ್‌ಡಿಎ ಮೈತ್ರಿಕೂಟ ಸೋಲುವುದು ನಿಶ್ಚಿತ. ಹಿಂದುಳಿದ ವರ್ಗಗಳ ಗಣತಿ ವಿಚಾರದಲ್ಲಿ ರಾಜ್ಯ ಸರ್ಕಾರ ಸ್ಪಷ್ಟ ನಿಲುವು ಹೊಂದಿದೆ ಎಂದರು. ರಾಜ್ಯದ ಗ್ಯಾರಂಟಿ ಯೋಜನೆಗಳನ್ನು ಟೀಕಿಸುವ ಬಿಜೆಪಿ ಬಿಹಾರ ಚುನಾವಣೆಯಲ್ಲಿ ರಾಜ್ಯದ ಗ್ಯಾರಂಟಿ ಯೋಜನೆಗಳನ್ನೇ ಭರವಸೆಯಾಗಿ ನೀಡಿದೆ. ಮೈಸೂರಿನಲ್ಲಿ ಮಾನಸ–ವನ್ಯಜೀವಿ ಸಂಘರ್ಷ ಹೆಚ್ಚುತ್ತಿರುವ ಬಗ್ಗೆ ಪ್ರತಿಕ್ರಿಯಿಸಿದ ಅವರು, ಕಾಡು ಪ್ರಾಣಿಗಳ ಹಾವಳಿ ತಡೆಗೆ ಸೂಕ್ತ ಕ್ರಮ ಕೈಗೊಳ್ಳುವಂತೆ ಅರಣ್ಯಾಧಿಕಾರಿಗಳಿಗೆ ಸೂಚಿಸಿದ್ದೇನೆ ಎಂದು ಅವರು ತಿಳಿಸಿದರು. (319, 1244, 582, 1395)
story-worldcup-col2: ವಿ. ಸೋಮಣ್ಣ, ಪ್ರಹ್ಲಾದ್ ಜೋಶಿ, ಶೋಭಾ ಕರಂದ್ಲಾಜೆ, ಬಿಜೆಪಿ ರಾಜ್ಯಾಧ್ಯಕ್ಷ ಬಿ.ವೈ. ವಿಜಯೇಂದ್ರ, ಜೆಡಿಎಸ್ ಯುವ ಘಟಕದ ಅಧ್ಯಕ್ಷ ನಿಖಿಲ್ ಕುಮಾರಸ್ವಾಮಿ ಸೇರಿದಂತೆ ಹಲವು ಸಚಿವರು, ಶಾಸಕರು ಭಾರತ ಮಹಿಳಾ ಕ್ರಿಕೆಟ್ ತಂಡವನ್ನು ಅಭಿನಂದಿಸಿ, ಟ್ರೋಫಿ ಗೆದ್ದಿದ್ದಕ್ಕೆ ಮೆಚ್ಚುಗೆ ವ್ಯಕ್ತಪಡಿಸಿದ್ದಾರೆ. (319, 430, 582, 512)
cyan-swatch (46, 2335, 62, 2352)
header-date: ಸೋಮವಾರ ೦3 ನವೆಂಬರ್ ೨೦೨೫ (1295, 117, 1460, 133)
story-atrocity-col2: ವಿಶೇಷ ತಂಡಗಳನ್ನು ರಚಿಸಿದ್ದಾರೆ. ಅಪರಾಧಕ್ಕೂ ಮುನ್ನ ಮೂವರು ಆರೋಪಿಗಳು ಬೈಕ್ ಕದ್ದಿದ್ದಾರೆ ಎಂದು ಪ್ರಾಥಮಿಕ ತನಿಖೆಯಿಂದ ತಿಳಿದುಬಂದಿದೆ. ಪ್ರಕರಣ ದಾಖಲಿಸಿಕೊಂಡಿರುವ ಪೊಲೀಸರು ಹೆಚ್ಚಿನ ತನಿಖೆ ಕೈಗೊಂಡಿದ್ದಾರೆ. ಆರೋಪಿಗಳನ್ನು ಬಂಧಿಸಲು ವಿಶೇಷ ತಂಡವನ್ನು ರಚಿಸಲಾಗಿದ್ದು, ಸಿಸಿಟಿವಿ ದೃಶ್ಯಾವಳಿಗಳ ಆಧಾರದ ಮೇಲೆ ತನಿಖೆ ನಡೆಸಲಾಗುತ್ತಿದೆ. (319, 2106, 582, 2205)
story-wife-col3: ಸಹಕಾರ ಸಂಘಗಳಿಂದ ಪಡೆದ ಸಾಲಗಳನ್ನು ಮರುಪಾವತಿಸಲು ಮತ್ತು ಇತರ ಖರ್ಚಿಗಾಗಿ ಪತ್ನಿಯೊಂದಿಗೆ ಜಗಳ ನಡೆಯುತ್ತಿತ್ತು. ಅದೇ ಜಮೀನಿನ ಹೊಲದಲ್ಲಿ ಮೃತದೇಹ ಪತ್ತೆಯಾಗಿದೆ. ಈ ಬಗ್ಗೆ ಮೃತಳ ಕುಟುಂಬದವರು ಪೊಲೀಸರಿಗೆ ದೂರು ನೀಡಿದ್ದು, ಆರೋಪಿಯನ್ನು ವಶಕ್ಕೆ ಪಡೆದು ವಿಚಾರಣೆ ನಡೆಸಲಾಗುತ್ತಿದೆ. (1137, 1968, 1304, 2101)
headline-highcommand: ಹೈಕಮಾಂಡ್ ಮಾತೇ ಅಂತಿಮ: ಸಿದ್ದು (46, 1203, 360, 1233)
story-modi-col2: ಎನ್ನುವುದು ಇಡೀ ಜಗತ್ತಿಗೆ ತಿಳಿದಿದೆ ಎಂದಿದ್ದಾರೆ. ದೇಶ ದಾಖಲೆಯ ಸಮಯದಲ್ಲಿ ಸ್ಥಳೀಯ ಲಸಿಕೆಯನ್ನು ಅಭಿವೃದ್ಧಿಪಡಿಸಿದೆ ಮತ್ತು ವಿಶ್ವದ ಅತಿದೊಡ್ಡ ಲಸಿಕೆ ಕಾರ್ಯಕ್ರಮವನ್ನು ಜಾರಿಗೊಳಿಸಿದೆ. ಭಾರತ ಇಂದು ವಿಶ್ವದ ವೇಗದ ಮತ್ತು ಅಗ್ಗದ ಡಿಜಿಟಲ್ ಸಾರ್ವಜನಿಕ ಮೂಲಸೌಕರ್ಯವನ್ನು ಹೊಂದಿರುವುದರಿಂದ ಇದು ಸಾಧ್ಯವಾಗಿದೆ ಎಂದಿದ್ದಾರೆ. (319, 609, 582, 709)
story-maharshi-col2: ದೇವಾಂಗ ಸಮಾಜದ ಅಸ್ತಿತ್ವ 1923 ರಲ್ಲಿ ಮೈಸೂರ್ ರಾಜ್ಯದಲ್ಲಿ ಸ್ಥಾಪಿಸಲಾಗಿದೆ. ಗಾಯತ್ರಿ ಮಂತ್ರ ನೀಡಿದ್ದು, ಹಂಪಿ ದೇವಾಂಗ ಪೀಠ, ಶಕ್ತಿ ಆರಾಧಕರು, ವೈಷ್ಣವ ಪದ್ಧತಿ ಆಚರಿಸುತ್ತಾರೆ ಎಂದು ತಿಳಿಸಿದರು. ಆದರೆ ಅವರ ಮೂಲ ಪೀಠದಲ್ಲಿ ರಾಮಲಿಂಗ ಚೌಡೇಶ್ವರಿ ಆರಾಧಕರಾಗಿರುತ್ತಾರೆ ಎಂದರು. ಸಮಾಜದ ಅಭಿವೃದ್ಧಿಗೆ ಎಲ್ಲರೂ ಕೈಜೋಡಿಸಬೇಕು ಎಂದು ಕರೆ ನೀಡಿದರು. (775, 792, 940, 942)
story-amartya-col2: ನೀಡಿದ ಕೊಡುಗೆಗಾಗಿ ನೊಬೆಲ್ ಪ್ರಶಸ್ತಿ ಲಭಿಸಿದೆ. ದೇಶದ ಅತ್ಯುನ್ನತ ನಾಗರಿಕ ಪ್ರಶಸ್ತಿ ಭಾರತ ರತ್ನ ಪ್ರಶಸ್ತಿ ಕೂಡಾ ಪಡೆದಿದ್ದಾರೆ. ಅರ್ಥಶಾಸ್ತ್ರ, ಸಾಮಾಜಿಕ ನ್ಯಾಯ, ಮತ್ತು ಸಾರ್ವಜನಿಕ ನೀತಿಗಳ ಕುರಿತು ಅವರು ಬರೆದ ಗ್ರಂಥಗಳು ವಿದ್ಯಾರ್ಥಿಗಳಿಗೆ ಮಾರ್ಗದರ್ಶಿಯಾಗಿವೆ. ಕಾರ್ಯಕ್ರಮದಲ್ಲಿ ಕಾಲೇಜಿನ ಉಪನ್ಯಾಸಕರು ಹಾಗೂ ವಿದ್ಯಾರ್ಥಿಗಳು ಭಾಗವಹಿಸಿದ್ದರು. (775, 1775, 940, 1925)
story-isro-col2: ಒದಗಿಸಲಾಗುತ್ತದೆ ಮತ್ತು ಎಲ್ 110 ಲಿಕ್ವಿಡ್ ಸ್ಟೇಜ್ ಎರಡು ವಿಕಾಸ್ ಎಂಜಿನ್‌ಗಳಿಂದ ಚಾಲಿತವಾಗಿದೆ ಎಂದು ತಿಳಿಸಿದೆ. ಸಿಎಂಎಸ್-03 ಭಾರತೀಯ ನೆಲದಿಂದ ಕಕ್ಷೆಗೆ ಉಡಾಯಿಸಲಾದ ಅತ್ಯಂತ ಭಾರವಾದ ಸಂವಹನ ಉಪಗ್ರಹವಾಗಿದೆ. ರಾಕೆಟ್ ಈ ಹಿಂದೆ 2023 ರಲ್ಲಿ ಚಂದ್ರಯಾನ-3 ಕಾರ್ಯಾಚರಣೆಯ ಯಶಸ್ವಿ ಉಡಾವಣೆಗೆ ಅನುಕೂಲ ಮಾಡಿಕೊಟ್ಟಿತ್ತು. ಸಿಎಂಎಸ್-3 ಬಹು-ಬ್ಯಾಂಡ್ ಸಂವಹನ ಉಪಗ್ರಹವಾಗಿದ್ದು, ಅಂಡಮಾನ್ ನಿಕೋಬಾರ್ ಸಹಿತ ಭಾರತದ ಭೂಭಾಗ ಮತ್ತು ವಿಶಾಲ ಕಡಲ ಪ್ರದೇಶದಲ್ಲಿ ಸಂವಹನ ಸೇವೆ ಒದಗಿಸಲಿದೆ. (775, 233, 940, 469)
continued-band: (ಒಂದನೇ ಪುಟದಿಂದ) (334, 150, 934, 185)
